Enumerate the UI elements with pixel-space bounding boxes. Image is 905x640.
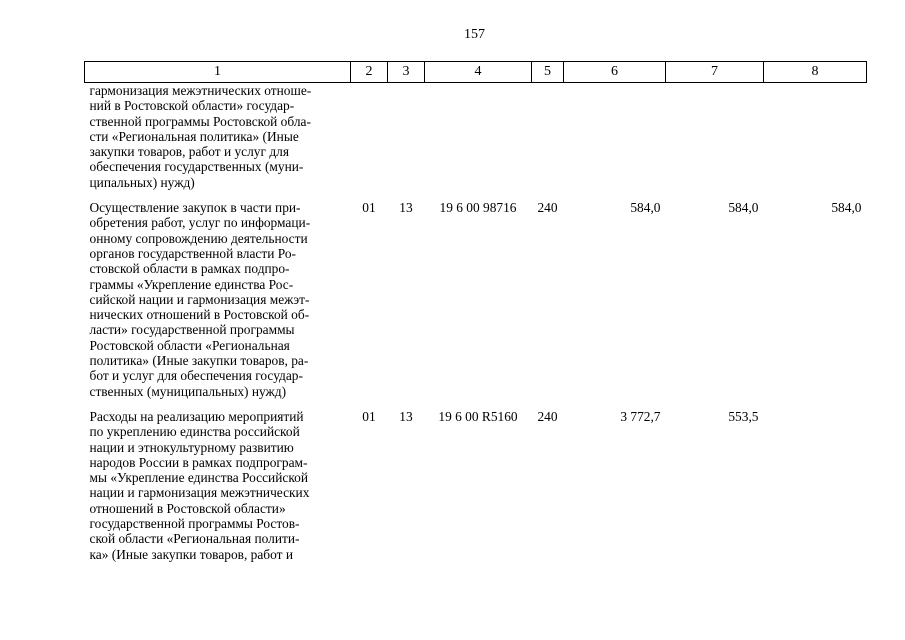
description-line: нации и гармонизация межэтнических — [89, 485, 310, 501]
description-line: нации и этнокультурному развитию — [89, 439, 294, 455]
column-header: 8 — [764, 62, 867, 83]
description-line: сти «Региональная политика» (Иные — [89, 128, 299, 144]
description-line: обеспечения государственных (муни- — [89, 159, 304, 175]
target-article-code: 19 6 00 R5160 — [438, 408, 518, 424]
section-code: 01 — [362, 200, 376, 216]
description-line: государственной программы Ростов- — [89, 516, 300, 532]
subsection-code: 13 — [399, 200, 413, 216]
description-line: политика» (Иные закупки товаров, ра- — [89, 353, 309, 369]
description-line: органов государственной власти Ро- — [89, 245, 296, 261]
description-line: мы «Укрепление единства Российской — [89, 470, 309, 486]
description-line: отношений в Ростовской области» — [89, 500, 286, 516]
column-header: 5 — [532, 62, 564, 83]
amount-year-3 — [764, 399, 867, 562]
table-row — [85, 190, 867, 399]
description-line: гармонизация межэтнических отноше- — [89, 83, 312, 98]
amount-year-2: 584,0 — [728, 200, 759, 216]
amount-year-3: 584,0 — [831, 200, 862, 216]
description-line: по укреплению единства российской — [89, 424, 300, 440]
table-row — [85, 83, 867, 191]
description-line: ственной программы Ростовской обла- — [89, 113, 311, 129]
row-description — [85, 83, 351, 191]
description-line: сийской нации и гармонизация межэт- — [89, 291, 310, 307]
amount-year-1 — [564, 83, 666, 191]
description-line: ской области «Региональная полити- — [89, 531, 300, 547]
row-description — [85, 190, 351, 399]
column-header: 6 — [564, 62, 666, 83]
amount-year-2: 553,5 — [728, 408, 759, 424]
description-line: Ростовской области «Региональная — [89, 337, 290, 353]
amount-year-3 — [764, 83, 867, 191]
expense-type-code — [532, 83, 564, 191]
subsection-code — [388, 83, 425, 191]
expense-type-code: 240 — [537, 408, 558, 424]
section-code: 01 — [362, 408, 376, 424]
expense-type-code: 240 — [537, 200, 558, 216]
description-line: ка» (Иные закупки товаров, работ и — [89, 546, 294, 562]
target-article-code — [425, 83, 532, 191]
description-line: народов России в рамках подпрограм- — [89, 454, 308, 470]
budget-table — [84, 61, 867, 562]
description-line: нических отношений в Ростовской об- — [89, 307, 310, 323]
amount-year-1: 584,0 — [630, 200, 661, 216]
description-line: бот и услуг для обеспечения государ- — [89, 368, 303, 384]
description-line: Осуществление закупок в части при- — [89, 200, 301, 216]
table-row — [85, 399, 867, 562]
description-line: ственных (муниципальных) нужд) — [89, 383, 287, 399]
description-line: онному сопровождению деятельности — [89, 230, 308, 246]
page-number-text: 157 — [464, 27, 485, 42]
description-line: обретения работ, услуг по информаци- — [89, 215, 311, 231]
description-line: стовской области в рамках подпро- — [89, 261, 290, 277]
description-line: закупки товаров, работ и услуг для — [89, 144, 289, 160]
amount-year-2 — [666, 83, 764, 191]
table-header-row — [85, 62, 867, 83]
amount-year-1: 3 772,7 — [620, 408, 661, 424]
description-line: ласти» государственной программы — [89, 322, 295, 338]
description-line: граммы «Укрепление единства Рос- — [89, 276, 294, 292]
column-header: 3 — [388, 62, 425, 83]
column-header: 7 — [666, 62, 764, 83]
description-line: ний в Ростовской области» государ- — [89, 98, 295, 114]
description-line: ципальных) нужд) — [89, 174, 195, 190]
section-code — [351, 83, 388, 191]
description-line: Расходы на реализацию мероприятий — [89, 408, 304, 424]
column-header: 2 — [351, 62, 388, 83]
subsection-code: 13 — [399, 408, 413, 424]
column-header: 1 — [85, 62, 351, 83]
target-article-code: 19 6 00 98716 — [439, 200, 517, 216]
column-header: 4 — [425, 62, 532, 83]
row-description — [85, 399, 351, 562]
